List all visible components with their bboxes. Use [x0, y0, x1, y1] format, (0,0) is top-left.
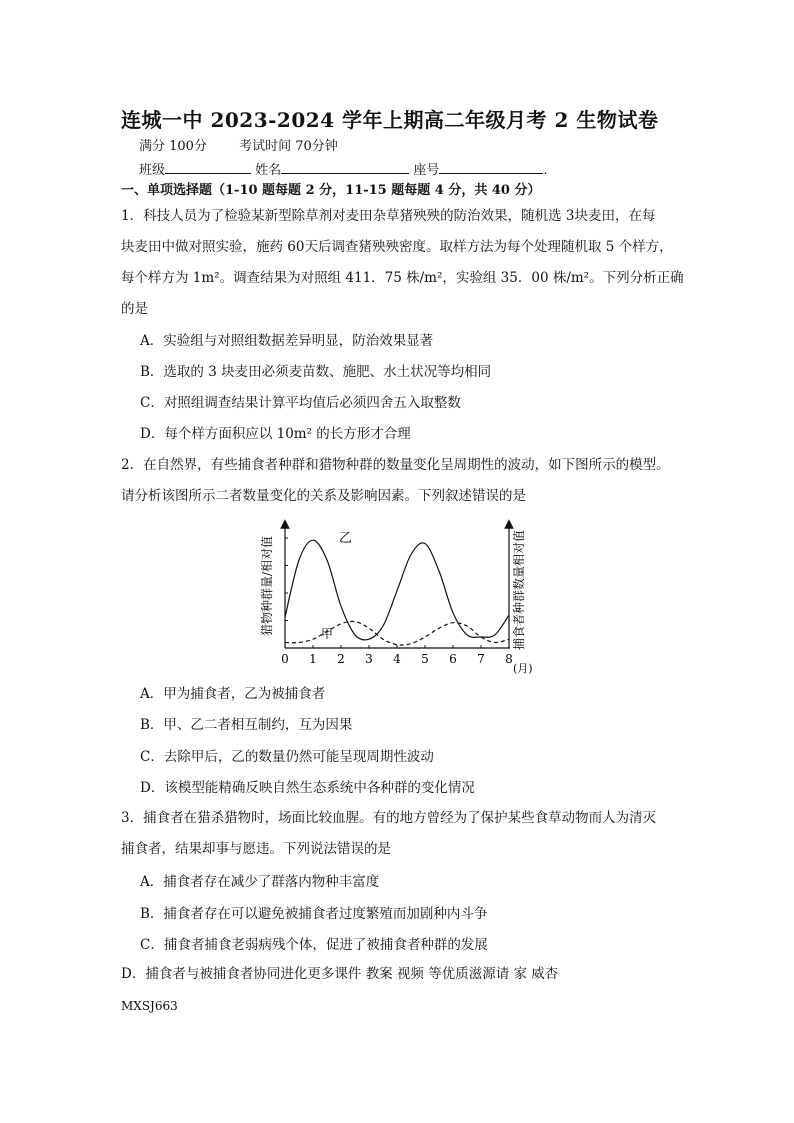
seat-field[interactable] — [439, 161, 543, 174]
question-1-line: 块麦田中做对照实验，施药 60天后调查猪殃殃密度。取样方法为每个处理随机取 5 个样方， — [121, 239, 673, 255]
x-tick-label: 3 — [365, 652, 373, 666]
x-tick-label: 7 — [477, 652, 485, 666]
q2-option-d[interactable]: D．该模型能精确反映自然生态系统中各种群的变化情况 — [140, 780, 475, 796]
question-1-line: 1．科技人员为了检验某新型除草剂对麦田杂草猪殃殃的防治效果，随机选 3块麦田，在每 — [121, 208, 656, 224]
x-tick-label: 6 — [449, 652, 457, 666]
question-1 — [121, 201, 684, 325]
seat-end-dot: . — [543, 163, 548, 178]
class-field[interactable] — [165, 161, 251, 174]
section-title: 一、单项选择题（1-10 题每题 2 分，11-15 题每题 4 分，共 40 分） — [121, 183, 541, 198]
class-label: 班级 — [139, 163, 166, 178]
x-tick-label: 5 — [421, 652, 429, 666]
q3-option-b[interactable]: B．捕食者存在可以避免被捕食者过度繁殖而加剧种内斗争 — [140, 906, 488, 922]
q1-option-a[interactable]: A．实验组与对照组数据差异明显，防治效果显著 — [140, 333, 434, 349]
q3-option-a[interactable]: A．捕食者存在减少了群落内物种丰富度 — [140, 874, 380, 890]
full-score: 满分 100分 — [139, 139, 207, 154]
x-tick-label: 1 — [309, 652, 317, 666]
x-unit-label: (月) — [513, 662, 533, 675]
x-tick-label: 2 — [337, 652, 345, 666]
q1-option-d[interactable]: D．每个样方面积应以 10m² 的长方形才合理 — [140, 426, 411, 442]
question-2-line: 2．在自然界，有些捕食者种群和猎物种群的数量变化呈周期性的波动，如下图所示的模型。 — [121, 457, 670, 473]
q1-option-b[interactable]: B．选取的 3 块麦田必须麦苗数、施肥、水土状况等均相同 — [140, 364, 492, 380]
exam-time: 考试时间 70分钟 — [239, 139, 338, 154]
q2-option-b[interactable]: B．甲、乙二者相互制约，互为因果 — [140, 717, 353, 733]
question-2-line: 请分析该图所示二者数量变化的关系及影响因素。下列叙述错误的是 — [121, 488, 526, 504]
name-field[interactable] — [281, 161, 409, 174]
question-1-line: 的是 — [121, 301, 148, 317]
q2-option-c[interactable]: C．去除甲后，乙的数量仍然可能呈现周期性波动 — [140, 749, 434, 765]
q3-option-d[interactable]: D．捕食者与被捕食者协同进化更多课件 教案 视频 等优质滋源请 家 威杏 — [121, 966, 559, 982]
left-y-label: 猎物种群量/相对值 — [260, 535, 274, 637]
x-tick-label: 8 — [505, 652, 513, 666]
series-yi-label: 乙 — [339, 531, 353, 546]
question-3-line: 3．捕食者在猎杀猎物时，场面比较血腥。有的地方曾经为了保护某些食草动物而人为清灭 — [121, 810, 657, 826]
question-3-line: 捕食者，结果却事与愿违。下列说法错误的是 — [121, 841, 391, 857]
series-yi-line — [285, 540, 509, 640]
x-tick-label: 0 — [281, 652, 289, 666]
right-y-label: 捕食者种群数量相对值 — [512, 529, 526, 651]
exam-title: 连城一中 2023-2024 学年上期高二年级月考 2 生物试卷 — [121, 108, 659, 132]
question-3 — [121, 803, 656, 865]
q2-option-a[interactable]: A．甲为捕食者，乙为被捕食者 — [140, 686, 326, 702]
question-2 — [121, 450, 670, 512]
series-jia-label: 甲 — [321, 627, 334, 641]
question-1-line: 每个样方为 1m²。调查结果为对照组 411．75 株/m²，实验组 35．00 株/m²。下列分析正确 — [121, 270, 684, 286]
seat-label: 座号 — [413, 163, 440, 178]
name-label: 姓名 — [255, 163, 282, 178]
q1-option-c[interactable]: C．对照组调查结果计算平均值后必须四舍五入取整数 — [140, 395, 461, 411]
q3-option-c[interactable]: C．捕食者捕食老弱病残个体，促进了被捕食者种群的发展 — [140, 937, 488, 953]
exam-meta — [139, 139, 366, 155]
series-jia-line — [285, 621, 509, 645]
x-tick-label: 4 — [393, 652, 401, 666]
document-code: MXSJ663 — [121, 999, 178, 1013]
student-info-row — [139, 161, 547, 179]
predator-prey-chart — [255, 512, 545, 680]
